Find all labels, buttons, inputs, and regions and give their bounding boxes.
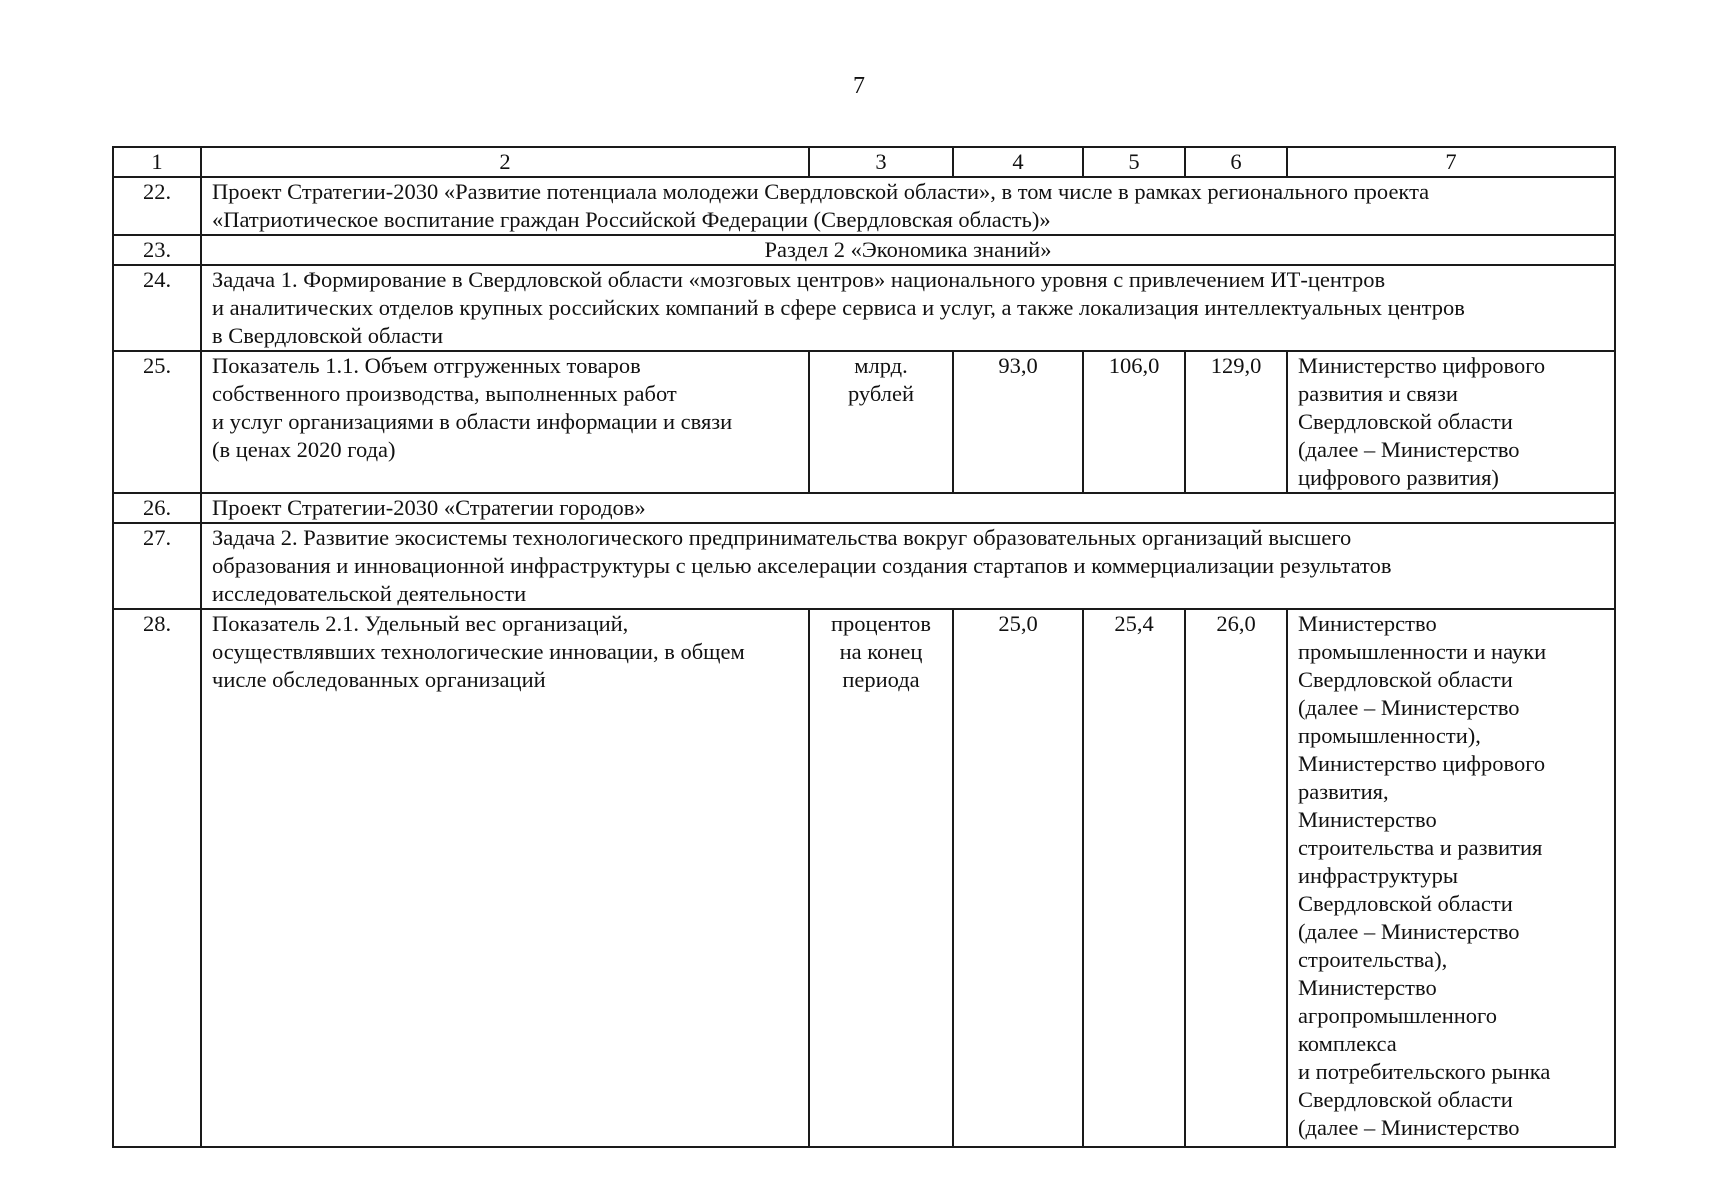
text-line: рублей [847, 381, 915, 406]
text-line: (далее – Министерство [1298, 919, 1520, 944]
row-number: 23. [113, 235, 201, 265]
text-line: в Свердловской области [212, 323, 444, 348]
text-line: цифрового развития) [1298, 465, 1499, 490]
task-cell [201, 265, 1615, 351]
table-row-25 [113, 351, 1615, 493]
text-line: и услуг организациями в области информации и связи [212, 409, 733, 434]
table-row-28 [113, 609, 1615, 1147]
text-line: Задача 2. Развитие экосистемы технологического предпринимательства вокруг образовательных организаций высшего [212, 525, 1352, 550]
value-col4-cell: 93,0 [953, 351, 1083, 493]
header-cell-5: 5 [1083, 147, 1185, 177]
text-line: периода [842, 667, 920, 692]
header-cell-2: 2 [201, 147, 809, 177]
text-line: Министерство цифрового [1298, 353, 1546, 378]
value-col4-cell: 25,0 [953, 609, 1083, 1147]
text-line: строительства), [1298, 947, 1448, 972]
text-line: (далее – Министерство [1298, 695, 1520, 720]
value-col5-cell: 25,4 [1083, 609, 1185, 1147]
text-line: и аналитических отделов крупных российских компаний в сфере сервиса и услуг, а также локализация интеллектуальных центров [212, 295, 1465, 320]
text-line: промышленности и науки [1298, 639, 1547, 664]
text-line: и потребительского рынка [1298, 1059, 1551, 1084]
text-line: собственного производства, выполненных работ [212, 381, 677, 406]
text-line: инфраструктуры [1298, 863, 1458, 888]
row-number: 28. [113, 609, 201, 1147]
text-line: Показатель 2.1. Удельный вес организаций, [212, 611, 629, 636]
row-number: 22. [113, 177, 201, 235]
table-row-26 [113, 493, 1615, 523]
text-line: Министерство [1298, 807, 1437, 832]
text-line: (далее – Министерство [1298, 1115, 1520, 1140]
table-row-23 [113, 235, 1615, 265]
section-title-cell: Раздел 2 «Экономика знаний» [201, 235, 1615, 265]
text-line: процентов [830, 611, 932, 636]
project-title-cell [201, 177, 1615, 235]
text-line: Министерство [1298, 975, 1437, 1000]
header-cell-3: 3 [809, 147, 953, 177]
text-line: (в ценах 2020 года) [212, 437, 396, 462]
text-line: Свердловской области [1298, 667, 1513, 692]
value-col5-cell: 106,0 [1083, 351, 1185, 493]
project-title-cell: Проект Стратегии-2030 «Стратегии городов» [201, 493, 1615, 523]
strategy-indicators-table [112, 146, 1616, 1148]
text-line: Задача 1. Формирование в Свердловской области «мозговых центров» национального уровня с привлечением ИТ-центров [212, 267, 1386, 292]
column-number-header-row [113, 147, 1615, 177]
row-number: 25. [113, 351, 201, 493]
header-cell-1: 1 [113, 147, 201, 177]
text-line: строительства и развития [1298, 835, 1543, 860]
text-line: промышленности), [1298, 723, 1481, 748]
text-line: Свердловской области [1298, 1087, 1513, 1112]
text-line: на конец [839, 639, 923, 664]
text-line: исследовательской деятельности [212, 581, 527, 606]
header-cell-7: 7 [1287, 147, 1615, 177]
table-row-27 [113, 523, 1615, 609]
text-line: Свердловской области [1298, 409, 1513, 434]
row-number: 26. [113, 493, 201, 523]
table-row-22 [113, 177, 1615, 235]
value-col6-cell: 129,0 [1185, 351, 1287, 493]
text-line: числе обследованных организаций [212, 667, 546, 692]
text-line: Проект Стратегии-2030 «Развитие потенциала молодежи Свердловской области», в том числе в рамках регионального проекта [212, 179, 1430, 204]
page-number: 7 [853, 73, 865, 99]
text-line: (далее – Министерство [1298, 437, 1520, 462]
text-line: млрд. [854, 353, 908, 378]
text-line: развития, [1298, 779, 1389, 804]
responsible-cell [1287, 351, 1615, 493]
text-line: «Патриотическое воспитание граждан Российской Федерации (Свердловская область)» [212, 207, 1051, 232]
task-cell [201, 523, 1615, 609]
row-number: 27. [113, 523, 201, 609]
text-line: Министерство цифрового [1298, 751, 1546, 776]
unit-cell [809, 609, 953, 1147]
text-line: агропромышленного [1298, 1003, 1497, 1028]
indicator-cell [201, 609, 809, 1147]
table-row-24 [113, 265, 1615, 351]
row-number: 24. [113, 265, 201, 351]
header-cell-4: 4 [953, 147, 1083, 177]
text-line: Показатель 1.1. Объем отгруженных товаров [212, 353, 641, 378]
text-line: Свердловской области [1298, 891, 1513, 916]
responsible-cell [1287, 609, 1615, 1147]
value-col6-cell: 26,0 [1185, 609, 1287, 1147]
text-line: развития и связи [1298, 381, 1458, 406]
indicator-cell [201, 351, 809, 493]
text-line: Министерство [1298, 611, 1437, 636]
text-line: осуществлявших технологические инновации, в общем [212, 639, 745, 664]
text-line: образования и инновационной инфраструктуры с целью акселерации создания стартапов и коммерциализации результатов [212, 553, 1392, 578]
text-line: комплекса [1298, 1031, 1397, 1056]
unit-cell [809, 351, 953, 493]
header-cell-6: 6 [1185, 147, 1287, 177]
